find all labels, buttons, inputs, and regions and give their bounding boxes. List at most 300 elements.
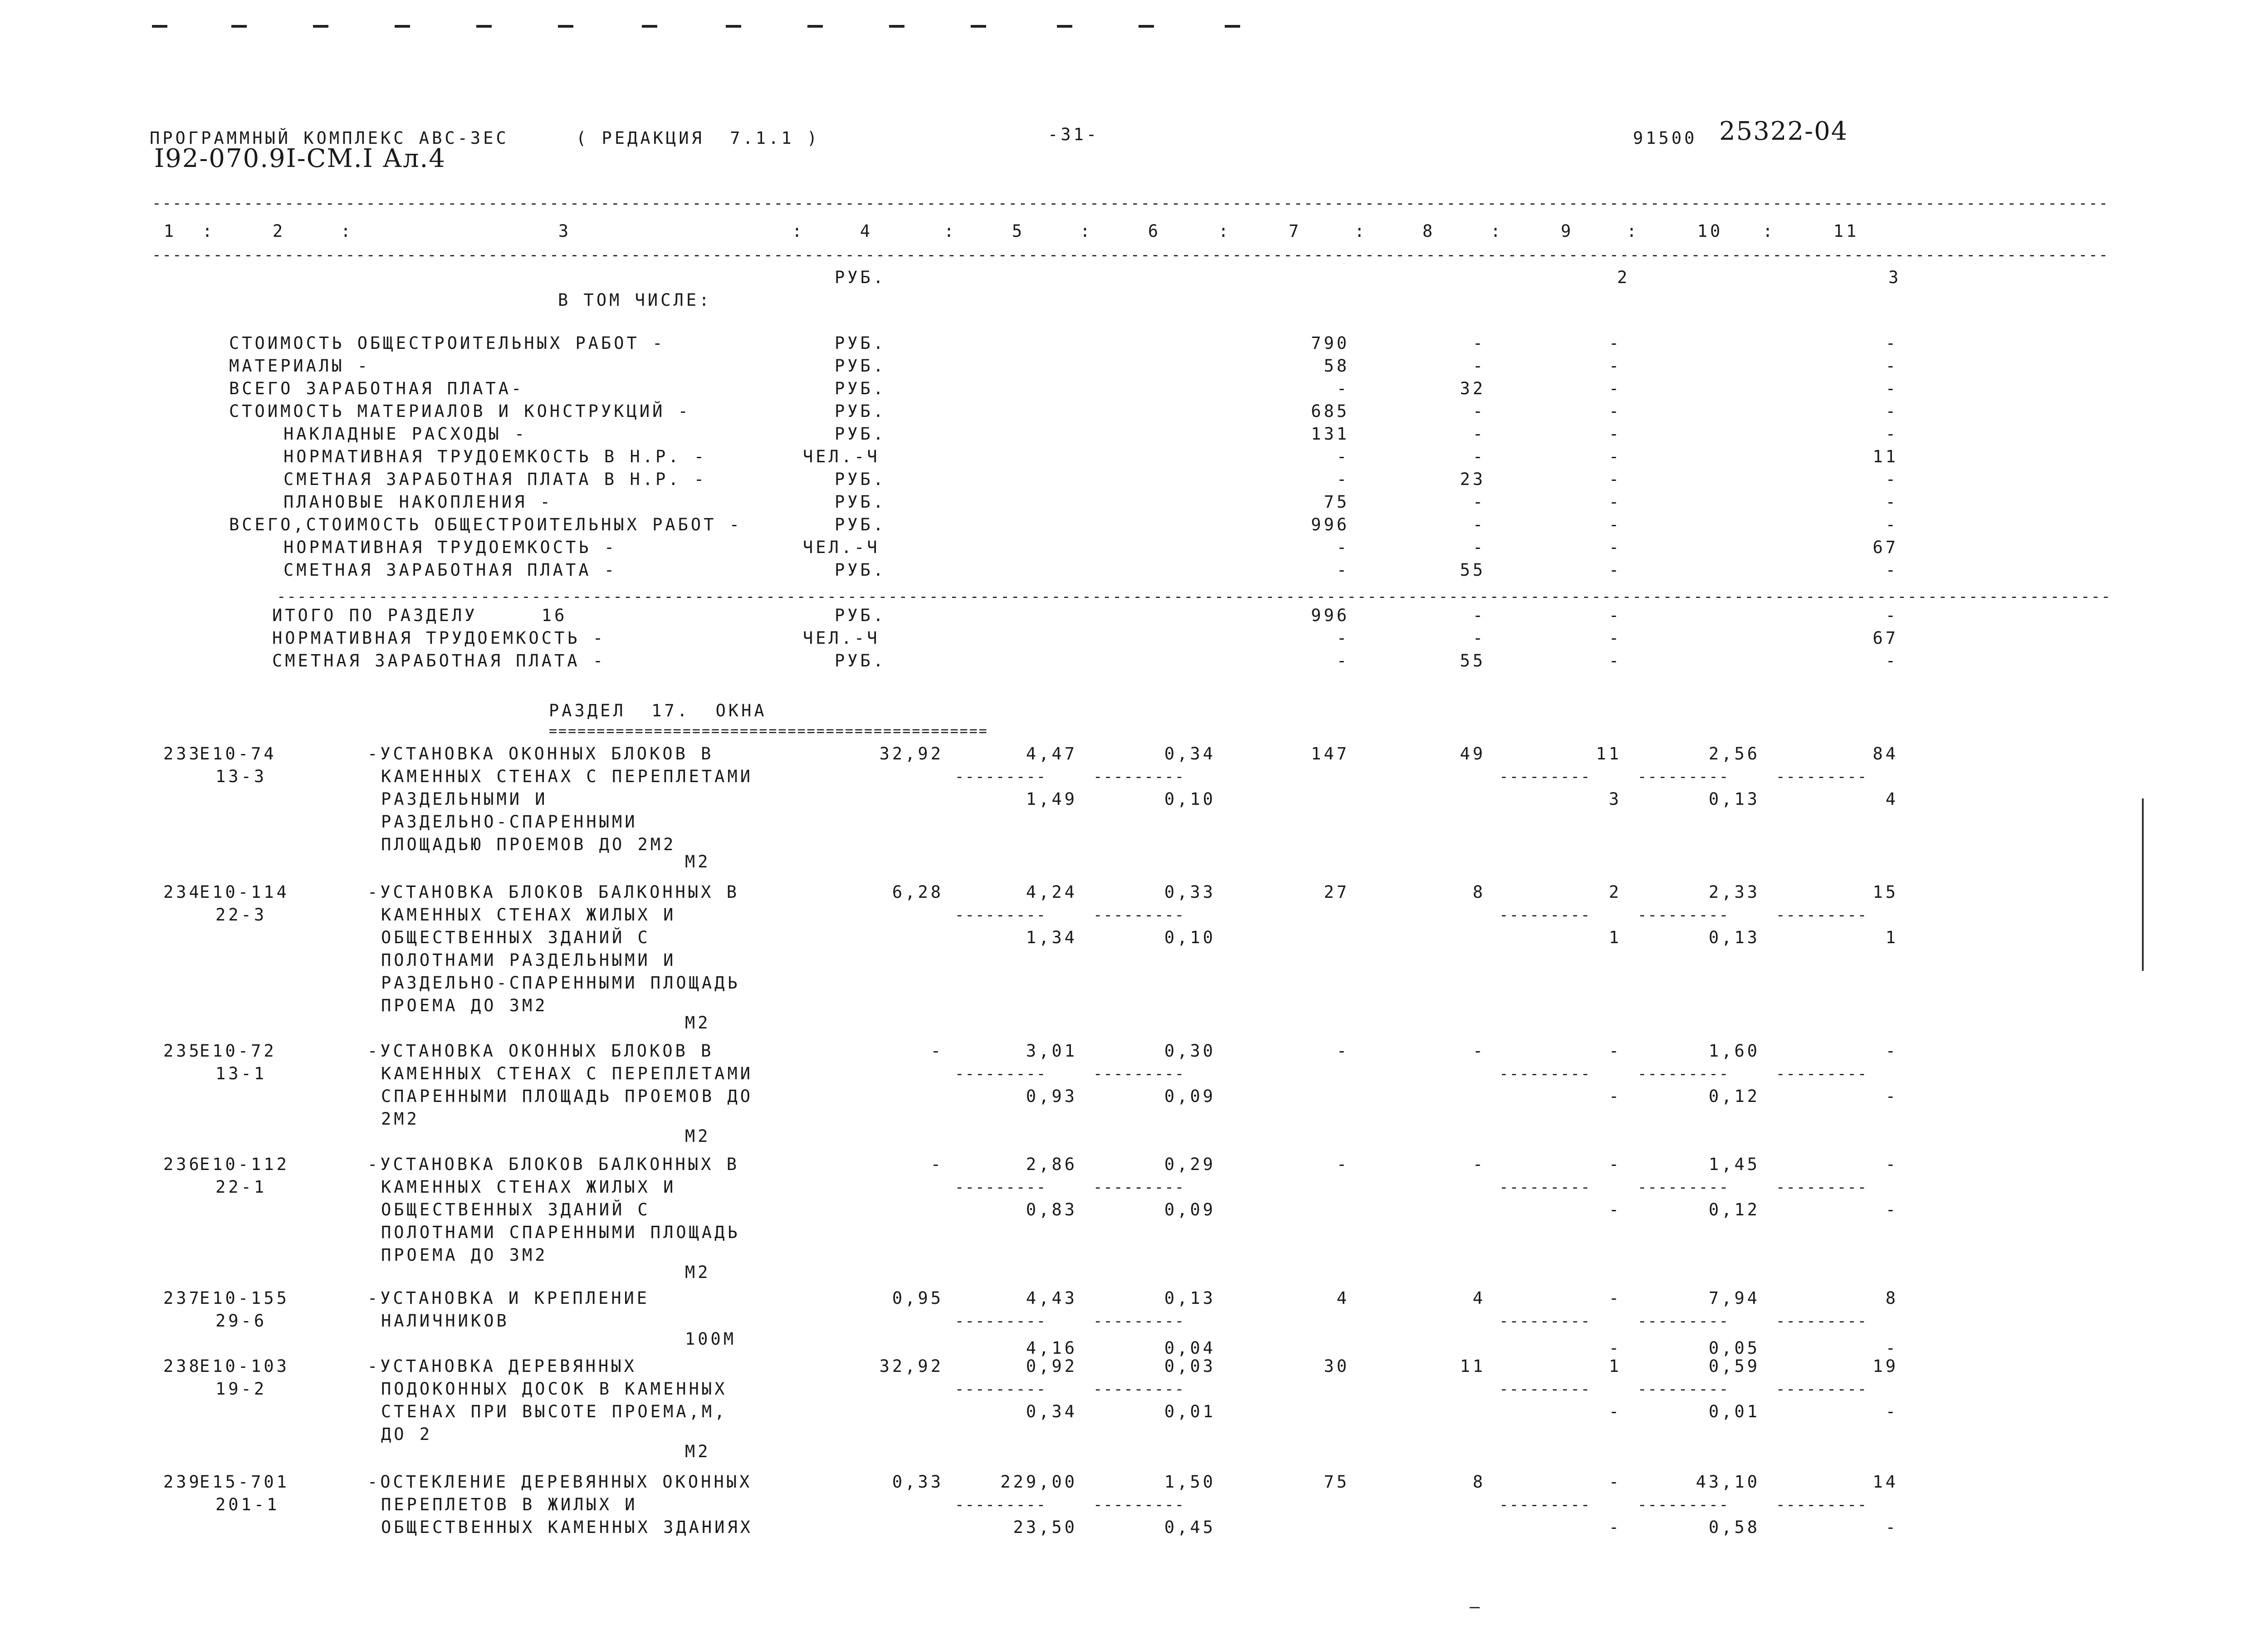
item-labor-unit-b: 0,12 [1708, 1087, 1760, 1106]
summary-c9: - [1608, 560, 1622, 580]
summary-c7: 790 [1311, 333, 1349, 353]
summary-c11: 11 [1872, 447, 1898, 466]
item-total-cost: 30 [1324, 1356, 1349, 1376]
summary-c7: 58 [1324, 356, 1349, 376]
item-labor-total-b: 1 [1885, 928, 1898, 947]
item-total-wage: - [1472, 1041, 1486, 1061]
item-subrule: --------- [1776, 1312, 1868, 1330]
summary-unit: ЧЕЛ.-Ч [803, 447, 880, 466]
column-separator: : [202, 221, 215, 241]
section-title: РАЗДЕЛ 17. ОКНА [549, 701, 767, 720]
item-description-line: ПРОЕМА ДО 3М2 [381, 996, 548, 1015]
item-unit-wage-wage: 0,09 [1164, 1087, 1216, 1106]
item-unit-wage: 0,03 [1164, 1356, 1216, 1376]
column-header-3: 3 [558, 221, 572, 241]
item-code-sub: 22-1 [215, 1177, 267, 1197]
item-description-line: -УСТАНОВКА БЛОКОВ БАЛКОННЫХ В [367, 1155, 740, 1174]
item-unit: 100М [685, 1329, 737, 1349]
summary-c9: - [1608, 538, 1622, 557]
column-separator: : [943, 221, 957, 241]
summary-c9: - [1608, 379, 1622, 398]
item-total-cost: 147 [1311, 744, 1349, 764]
item-code-sub: 19-2 [215, 1379, 267, 1399]
item-description-line: ПРОЕМА ДО 3М2 [381, 1245, 548, 1265]
item-subrule: --------- [1637, 1496, 1730, 1514]
item-unit-wage-wage: 0,09 [1164, 1200, 1216, 1219]
total-unit: РУБ. [835, 606, 886, 625]
item-machine-wage: - [1608, 1338, 1622, 1358]
item-subrule: --------- [1499, 1380, 1591, 1398]
item-number: 237 [163, 1288, 202, 1308]
item-unit-cost: 229,00 [1000, 1472, 1077, 1492]
item-code: Е15-701 [200, 1472, 289, 1492]
item-description-line: РАЗДЕЛЬНО-СПАРЕННЫМИ [381, 812, 638, 832]
item-total-cost: 27 [1324, 882, 1349, 902]
item-subrule: --------- [955, 1496, 1047, 1514]
item-quantity: - [930, 1041, 943, 1061]
item-subrule: --------- [1776, 1178, 1868, 1196]
item-subrule: --------- [1499, 768, 1591, 786]
item-labor-total: 14 [1872, 1472, 1898, 1492]
item-labor-total-b: - [1885, 1518, 1898, 1537]
item-description-line: ДО 2 [381, 1425, 433, 1444]
summary-c9-top: 2 [1617, 268, 1630, 287]
item-machine: 1 [1608, 1356, 1622, 1376]
item-labor-unit: 43,10 [1696, 1472, 1760, 1492]
item-labor-total: 15 [1872, 882, 1898, 902]
item-labor-unit: 0,59 [1708, 1356, 1760, 1376]
summary-unit: РУБ. [835, 515, 886, 534]
item-labor-unit-b: 0,01 [1708, 1402, 1760, 1421]
item-machine-wage: 1 [1608, 928, 1622, 947]
summary-c9: - [1608, 424, 1622, 444]
column-header-2: 2 [272, 221, 286, 241]
item-code: Е10-114 [200, 882, 289, 902]
item-machine: - [1608, 1041, 1622, 1061]
scan-edge-line [2142, 798, 2144, 971]
item-number: 236 [163, 1155, 202, 1174]
in-total-label: В ТОМ ЧИСЛЕ: [558, 290, 712, 310]
column-header-9: 9 [1560, 221, 1574, 241]
item-description-line: ПОЛОТНАМИ РАЗДЕЛЬНЫМИ И [381, 950, 676, 970]
summary-label: СТОИМОСТЬ ОБЩЕСТРОИТЕЛЬНЫХ РАБОТ - [229, 333, 665, 353]
doc-id: 91500 [1633, 128, 1697, 148]
total-c8: - [1472, 628, 1486, 648]
column-separator: : [1354, 221, 1368, 241]
summary-label: СМЕТНАЯ ЗАРАБОТНАЯ ПЛАТА В Н.Р. - [284, 470, 707, 489]
summary-unit: РУБ. [835, 470, 886, 489]
item-description-line: РАЗДЕЛЬНО-СПАРЕННЫМИ ПЛОЩАДЬ [381, 973, 740, 993]
summary-c9: - [1608, 447, 1622, 466]
item-labor-total: - [1885, 1155, 1898, 1174]
item-unit-cost-wage: 1,34 [1026, 928, 1077, 947]
summary-label: МАТЕРИАЛЫ - [229, 356, 371, 376]
item-machine: - [1608, 1472, 1622, 1492]
item-unit-cost-wage: 1,49 [1026, 789, 1077, 809]
item-unit-wage: 0,33 [1164, 882, 1216, 902]
total-label: НОРМАТИВНАЯ ТРУДОЕМКОСТЬ - [272, 628, 606, 648]
total-c8: 55 [1460, 651, 1486, 671]
summary-label: НАКЛАДНЫЕ РАСХОДЫ - [284, 424, 528, 444]
item-code: Е10-74 [200, 744, 277, 764]
item-subrule: --------- [1637, 906, 1730, 924]
summary-c11: - [1885, 401, 1898, 421]
item-quantity: 6,28 [892, 882, 943, 902]
item-description-line: -УСТАНОВКА ОКОННЫХ БЛОКОВ В [367, 1041, 714, 1061]
item-unit-cost: 4,47 [1026, 744, 1077, 764]
summary-label: СМЕТНАЯ ЗАРАБОТНАЯ ПЛАТА - [284, 560, 617, 580]
column-separator: : [1626, 221, 1640, 241]
summary-c11: - [1885, 333, 1898, 353]
item-subrule: --------- [1637, 1312, 1730, 1330]
column-separator: : [1218, 221, 1232, 241]
summary-c7: - [1336, 447, 1349, 466]
reference-handwritten: I92-070.9I-СМ.I Ал.4 [154, 144, 446, 173]
item-number: 239 [163, 1472, 202, 1492]
item-code: Е10-103 [200, 1356, 289, 1376]
summary-c8: 32 [1460, 379, 1486, 398]
summary-unit: РУБ. [835, 356, 886, 376]
item-unit: М2 [685, 1263, 711, 1282]
item-total-wage: 4 [1472, 1288, 1486, 1308]
top-dash [152, 25, 167, 28]
column-separator: : [1762, 221, 1776, 241]
item-number: 233 [163, 744, 202, 764]
summary-c9: - [1608, 401, 1622, 421]
item-unit-wage: 1,50 [1164, 1472, 1216, 1492]
doc-id-handwritten: 25322-04 [1719, 117, 1848, 146]
item-unit-cost: 4,43 [1026, 1288, 1077, 1308]
item-labor-unit-b: 0,13 [1708, 789, 1760, 809]
item-quantity: 0,33 [892, 1472, 943, 1492]
column-header-11: 11 [1833, 221, 1859, 241]
summary-c9: - [1608, 356, 1622, 376]
item-unit-cost: 3,01 [1026, 1041, 1077, 1061]
top-dash [807, 25, 823, 28]
column-separator: : [340, 221, 354, 241]
item-labor-total-b: - [1885, 1200, 1898, 1219]
summary-c8: - [1472, 492, 1486, 512]
top-dash [971, 25, 986, 28]
item-description-line: -УСТАНОВКА ДЕРЕВЯННЫХ [367, 1356, 637, 1376]
item-unit-cost-wage: 4,16 [1026, 1338, 1077, 1358]
top-dash [889, 25, 904, 28]
item-quantity: 32,92 [879, 744, 943, 764]
column-header-4: 4 [860, 221, 873, 241]
item-unit-wage: 0,13 [1164, 1288, 1216, 1308]
item-labor-total: 84 [1872, 744, 1898, 764]
item-labor-total: 8 [1885, 1288, 1898, 1308]
summary-c11: - [1885, 515, 1898, 534]
item-description-line: КАМЕННЫХ СТЕНАХ С ПЕРЕПЛЕТАМИ [381, 767, 753, 786]
summary-unit: РУБ. [835, 379, 886, 398]
item-subrule: --------- [1637, 768, 1730, 786]
item-unit: М2 [685, 1442, 711, 1461]
total-c11: 67 [1872, 628, 1898, 648]
column-header-10: 10 [1697, 221, 1723, 241]
item-subrule: --------- [1499, 906, 1591, 924]
item-subrule: --------- [1499, 1312, 1591, 1330]
summary-c8: 23 [1460, 470, 1486, 489]
item-subrule: --------- [955, 1178, 1047, 1196]
item-description-line: РАЗДЕЛЬНЫМИ И [381, 789, 548, 809]
top-dash [1057, 25, 1072, 28]
item-labor-total: - [1885, 1041, 1898, 1061]
item-machine: 11 [1596, 744, 1622, 764]
page-number: -31- [1048, 125, 1100, 144]
item-total-wage: 11 [1460, 1356, 1486, 1376]
top-dash [231, 25, 247, 28]
item-unit: М2 [685, 1013, 711, 1033]
summary-c7: 75 [1324, 492, 1349, 512]
item-subrule: --------- [1637, 1178, 1730, 1196]
item-description-line: КАМЕННЫХ СТЕНАХ ЖИЛЫХ И [381, 905, 676, 925]
summary-unit: РУБ. [835, 424, 886, 444]
summary-c8: - [1472, 333, 1486, 353]
item-description-line: КАМЕННЫХ СТЕНАХ ЖИЛЫХ И [381, 1177, 676, 1197]
item-subrule: --------- [1499, 1496, 1591, 1514]
column-header-6: 6 [1148, 221, 1161, 241]
column-header-7: 7 [1288, 221, 1302, 241]
column-separator: : [1490, 221, 1504, 241]
item-unit-cost-wage: 0,83 [1026, 1200, 1077, 1219]
item-quantity: - [930, 1155, 943, 1174]
item-subrule: --------- [1093, 1380, 1185, 1398]
item-labor-unit-b: 0,58 [1708, 1518, 1760, 1537]
summary-c8: - [1472, 515, 1486, 534]
item-subrule: --------- [1093, 1312, 1185, 1330]
item-machine-wage: - [1608, 1087, 1622, 1106]
item-labor-unit: 2,33 [1708, 882, 1760, 902]
top-dash [476, 25, 492, 28]
item-labor-total-b: - [1885, 1087, 1898, 1106]
summary-c7: - [1336, 470, 1349, 489]
item-description-line: ПОЛОТНАМИ СПАРЕННЫМИ ПЛОЩАДЬ [381, 1223, 740, 1242]
item-subrule: --------- [1637, 1065, 1730, 1083]
item-description-line: ПЕРЕПЛЕТОВ В ЖИЛЫХ И [381, 1495, 638, 1514]
summary-c7: - [1336, 379, 1349, 398]
item-labor-unit-b: 0,12 [1708, 1200, 1760, 1219]
item-subrule: --------- [1776, 768, 1868, 786]
item-subrule: --------- [955, 768, 1047, 786]
item-unit-cost: 4,24 [1026, 882, 1077, 902]
summary-c11: - [1885, 470, 1898, 489]
summary-c9: - [1608, 333, 1622, 353]
item-machine-wage: - [1608, 1518, 1622, 1537]
item-total-wage: 8 [1472, 1472, 1486, 1492]
item-code-sub: 201-1 [215, 1495, 280, 1514]
top-dash [1139, 25, 1154, 28]
item-unit-wage-wage: 0,45 [1164, 1518, 1216, 1537]
item-labor-total: 19 [1872, 1356, 1898, 1376]
item-labor-unit: 1,45 [1708, 1155, 1760, 1174]
item-unit: М2 [685, 1126, 711, 1146]
item-description-line: 2М2 [381, 1109, 420, 1129]
summary-c9: - [1608, 492, 1622, 512]
item-subrule: --------- [1093, 1065, 1185, 1083]
item-labor-unit-b: 0,13 [1708, 928, 1760, 947]
item-quantity: 0,95 [892, 1288, 943, 1308]
item-description-line: ОБЩЕСТВЕННЫХ КАМЕННЫХ ЗДАНИЯХ [381, 1518, 753, 1537]
rule-header-bottom: ------------------------------------------------------------------------------------------------------------------------------------------------------------------------------------------------ [152, 246, 2109, 264]
item-labor-unit: 7,94 [1708, 1288, 1760, 1308]
item-unit-cost: 2,86 [1026, 1155, 1077, 1174]
item-subrule: --------- [1776, 906, 1868, 924]
item-subrule: --------- [1499, 1178, 1591, 1196]
summary-label: ПЛАНОВЫЕ НАКОПЛЕНИЯ - [284, 492, 553, 512]
total-label: СМЕТНАЯ ЗАРАБОТНАЯ ПЛАТА - [272, 651, 606, 671]
top-dash [642, 25, 657, 28]
section-title-underline: ============================================== [549, 723, 988, 739]
item-subrule: --------- [1093, 768, 1185, 786]
item-subrule: --------- [1776, 1496, 1868, 1514]
summary-c7: - [1336, 560, 1349, 580]
summary-label: НОРМАТИВНАЯ ТРУДОЕМКОСТЬ В Н.Р. - [284, 447, 707, 466]
summary-c8: - [1472, 401, 1486, 421]
column-separator: : [792, 221, 805, 241]
summary-c8: - [1472, 538, 1486, 557]
summary-c8: 55 [1460, 560, 1486, 580]
item-total-wage: 49 [1460, 744, 1486, 764]
summary-c11: - [1885, 560, 1898, 580]
item-code: Е10-112 [200, 1155, 289, 1174]
item-description-line: НАЛИЧНИКОВ [381, 1311, 509, 1331]
item-code: Е10-72 [200, 1041, 277, 1061]
item-description-line: СПАРЕННЫМИ ПЛОЩАДЬ ПРОЕМОВ ДО [381, 1087, 753, 1106]
item-unit-wage-wage: 0,10 [1164, 789, 1216, 809]
item-machine-wage: 3 [1608, 789, 1622, 809]
item-description-line: ОБЩЕСТВЕННЫХ ЗДАНИЙ С [381, 1200, 650, 1219]
item-machine: - [1608, 1155, 1622, 1174]
item-subrule: --------- [955, 1312, 1047, 1330]
summary-c7: 685 [1311, 401, 1349, 421]
item-description-line: КАМЕННЫХ СТЕНАХ С ПЕРЕПЛЕТАМИ [381, 1064, 753, 1083]
item-description-line: -УСТАНОВКА ОКОННЫХ БЛОКОВ В [367, 744, 714, 764]
item-labor-unit: 2,56 [1708, 744, 1760, 764]
item-unit-wage: 0,34 [1164, 744, 1216, 764]
total-c7: - [1336, 651, 1349, 671]
item-subrule: --------- [1499, 1065, 1591, 1083]
item-number: 235 [163, 1041, 202, 1061]
item-subrule: --------- [955, 1380, 1047, 1398]
column-header-1: 1 [163, 221, 177, 241]
summary-c8: - [1472, 447, 1486, 466]
summary-unit: РУБ. [835, 560, 886, 580]
top-dash [395, 25, 410, 28]
column-separator: : [1080, 221, 1093, 241]
summary-unit: РУБ. [835, 401, 886, 421]
item-subrule: --------- [1776, 1065, 1868, 1083]
item-unit-wage-wage: 0,10 [1164, 928, 1216, 947]
column-header-5: 5 [1012, 221, 1025, 241]
item-subrule: --------- [1093, 1178, 1185, 1196]
item-machine-wage: - [1608, 1200, 1622, 1219]
item-number: 234 [163, 882, 202, 902]
column-header-8: 8 [1422, 221, 1436, 241]
item-labor-total-b: 4 [1885, 789, 1898, 809]
total-c9: - [1608, 628, 1622, 648]
summary-c11: 67 [1872, 538, 1898, 557]
item-code-sub: 13-1 [215, 1064, 267, 1083]
program-title: ПРОГРАММНЫЙ КОМПЛЕКС АВС-3ЕС [150, 128, 509, 148]
summary-c11: - [1885, 492, 1898, 512]
item-code: Е10-155 [200, 1288, 289, 1308]
item-machine-wage: - [1608, 1402, 1622, 1421]
total-c7: - [1336, 628, 1349, 648]
item-total-cost: - [1336, 1041, 1349, 1061]
item-quantity: 32,92 [879, 1356, 943, 1376]
item-labor-unit-b: 0,05 [1708, 1338, 1760, 1358]
item-unit-cost-wage: 23,50 [1013, 1518, 1077, 1537]
total-c11: - [1885, 651, 1898, 671]
rule-section-total: ------------------------------------------------------------------------------------------------------------------------------------------------------------------------------------ [277, 588, 2112, 606]
item-total-wage: - [1472, 1155, 1486, 1174]
item-description-line: -ОСТЕКЛЕНИЕ ДЕРЕВЯННЫХ ОКОННЫХ [367, 1472, 753, 1492]
item-unit-wage-wage: 0,04 [1164, 1338, 1216, 1358]
total-c8: - [1472, 606, 1486, 625]
item-description-line: -УСТАНОВКА БЛОКОВ БАЛКОННЫХ В [367, 882, 740, 902]
item-unit-wage-wage: 0,01 [1164, 1402, 1216, 1421]
item-code-sub: 29-6 [215, 1311, 267, 1331]
summary-c11: - [1885, 379, 1898, 398]
summary-c9: - [1608, 515, 1622, 534]
top-dash [313, 25, 328, 28]
item-subrule: --------- [955, 1065, 1047, 1083]
item-total-cost: 4 [1336, 1288, 1349, 1308]
item-total-cost: 75 [1324, 1472, 1349, 1492]
item-subrule: --------- [1093, 906, 1185, 924]
total-unit: ЧЕЛ.-Ч [803, 628, 880, 648]
item-unit-wage: 0,30 [1164, 1041, 1216, 1061]
summary-unit-top: РУБ. [835, 268, 886, 287]
summary-c11-top: 3 [1888, 268, 1901, 287]
item-description-line: СТЕНАХ ПРИ ВЫСОТЕ ПРОЕМА,М, [381, 1402, 728, 1421]
item-subrule: --------- [1776, 1380, 1868, 1398]
item-unit-wage: 0,29 [1164, 1155, 1216, 1174]
summary-unit: РУБ. [835, 333, 886, 353]
item-machine: - [1608, 1288, 1622, 1308]
item-unit: М2 [685, 852, 711, 871]
summary-unit: ЧЕЛ.-Ч [803, 538, 880, 557]
item-unit-cost-wage: 0,93 [1026, 1087, 1077, 1106]
item-total-cost: - [1336, 1155, 1349, 1174]
item-description-line: ПЛОЩАДЬЮ ПРОЕМОВ ДО 2М2 [381, 835, 676, 854]
item-description-line: -УСТАНОВКА И КРЕПЛЕНИЕ [367, 1288, 650, 1308]
item-code-sub: 13-3 [215, 767, 267, 786]
summary-c8: - [1472, 424, 1486, 444]
item-subrule: --------- [1093, 1496, 1185, 1514]
total-unit: РУБ. [835, 651, 886, 671]
item-labor-unit: 1,60 [1708, 1041, 1760, 1061]
summary-label: НОРМАТИВНАЯ ТРУДОЕМКОСТЬ - [284, 538, 617, 557]
total-c11: - [1885, 606, 1898, 625]
summary-c9: - [1608, 470, 1622, 489]
scan-mark: — [1470, 1597, 1483, 1616]
summary-c11: - [1885, 424, 1898, 444]
summary-c7: - [1336, 538, 1349, 557]
summary-c8: - [1472, 356, 1486, 376]
summary-label: ВСЕГО ЗАРАБОТНАЯ ПЛАТА- [229, 379, 524, 398]
rule-top: ------------------------------------------------------------------------------------------------------------------------------------------------------------------------------------------------ [152, 194, 2109, 212]
item-machine: 2 [1608, 882, 1622, 902]
top-dash [558, 25, 573, 28]
item-total-wage: 8 [1472, 882, 1486, 902]
summary-label: ВСЕГО,СТОИМОСТЬ ОБЩЕСТРОИТЕЛЬНЫХ РАБОТ - [229, 515, 743, 534]
item-unit-cost-wage: 0,34 [1026, 1402, 1077, 1421]
total-c9: - [1608, 651, 1622, 671]
item-subrule: --------- [1637, 1380, 1730, 1398]
item-code-sub: 22-3 [215, 905, 267, 925]
